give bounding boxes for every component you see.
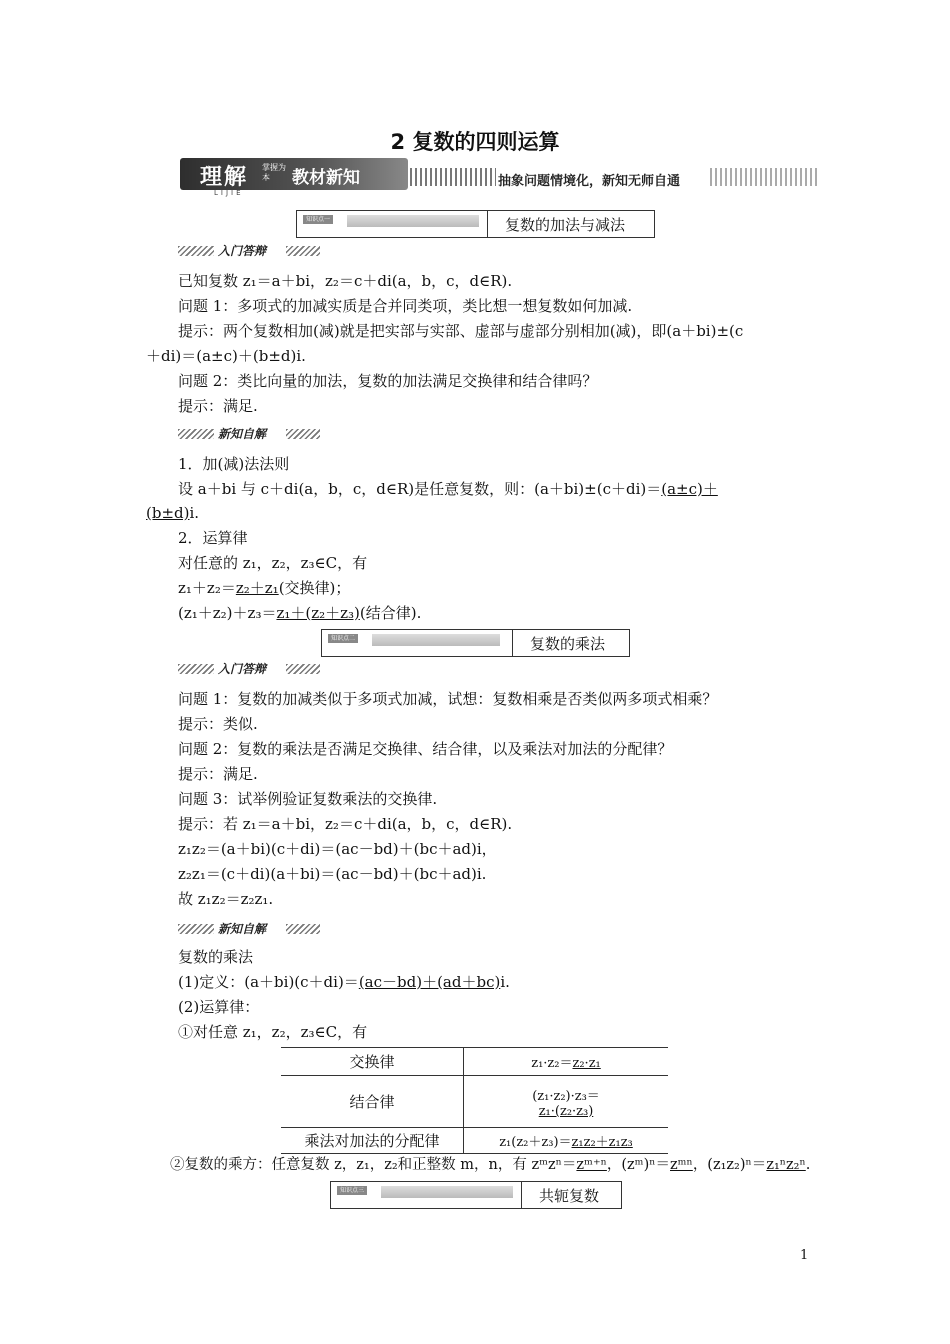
banner-dark-block bbox=[180, 158, 408, 190]
formula-text: z₁(z₂＋z₃)＝ bbox=[499, 1135, 572, 1150]
text-span: ，(zᵐ)ⁿ＝ bbox=[606, 1157, 670, 1173]
banner-big-text: 理解 bbox=[200, 165, 249, 190]
answer-blank: zᵐ⁺ⁿ bbox=[576, 1157, 607, 1173]
section-label: 入门答辩 bbox=[218, 244, 267, 258]
banner-stripes-right bbox=[710, 168, 820, 186]
knowledge-title: 复数的乘法 bbox=[530, 635, 606, 653]
text-line: 提示：两个复数相加(减)就是把实部与实部、虚部与虚部分别相加(减)，即(a＋bi)±(c bbox=[178, 322, 744, 340]
text-line: 问题 3：试举例验证复数乘法的交换律. bbox=[178, 790, 438, 808]
knowledge-tag: 知识点一 bbox=[303, 215, 333, 224]
text-span: . bbox=[805, 1157, 811, 1173]
text-span: (交换律)； bbox=[278, 579, 351, 597]
section-label: 新知自解 bbox=[218, 922, 267, 936]
text-line: 问题 2：类比向量的加法，复数的加法满足交换律和结合律吗？ bbox=[178, 372, 598, 390]
text-span: (1)定义：(a＋bi)(c＋di)＝ bbox=[178, 973, 359, 991]
knowledge-bar bbox=[372, 634, 500, 646]
text-line bbox=[178, 603, 421, 623]
law-name: 交换律 bbox=[281, 1048, 464, 1076]
text-span: ②复数的乘方：任意复数 z，z₁，z₂和正整数 m，n，有 zᵐzⁿ＝ bbox=[170, 1157, 577, 1173]
text-span: z₁＋z₂＝ bbox=[178, 579, 236, 597]
text-span: i. bbox=[500, 973, 510, 991]
banner-slogan: 抽象问题情境化，新知无师自通 bbox=[498, 174, 681, 189]
page-title: 2 复数的四则运算 bbox=[390, 130, 560, 154]
table-row bbox=[281, 1128, 668, 1154]
section-banner bbox=[180, 158, 820, 197]
knowledge-divider bbox=[487, 211, 488, 237]
answer-blank: z₂·z₁ bbox=[572, 1056, 601, 1071]
text-span: ，(z₁z₂)ⁿ＝ bbox=[692, 1157, 767, 1173]
table-row bbox=[281, 1048, 668, 1076]
knowledge-bar bbox=[347, 215, 479, 227]
text-line: 1．加(减)法法则 bbox=[178, 455, 290, 473]
text-line: 2．运算律 bbox=[178, 529, 248, 547]
text-line bbox=[178, 479, 718, 499]
answer-blank: z₁＋(z₂＋z₃) bbox=[276, 604, 360, 622]
text-line bbox=[178, 972, 510, 992]
law-formula bbox=[464, 1048, 669, 1076]
law-formula bbox=[464, 1076, 669, 1128]
text-line: 对任意的 z₁，z₂，z₃∈C，有 bbox=[178, 554, 368, 572]
text-line: 已知复数 z₁＝a＋bi，z₂＝c＋di(a，b，c，d∈R). bbox=[178, 272, 513, 290]
knowledge-bar bbox=[381, 1186, 513, 1198]
section-label: 入门答辩 bbox=[218, 662, 267, 676]
knowledge-box-3 bbox=[330, 1181, 622, 1209]
marker-hatch bbox=[178, 924, 214, 934]
marker-hatch bbox=[286, 429, 320, 439]
formula-text: z₁·z₂＝ bbox=[531, 1056, 573, 1071]
text-line bbox=[170, 1155, 810, 1175]
text-span: (结合律). bbox=[359, 604, 422, 622]
text-span: 设 a＋bi 与 c＋di(a，b，c，d∈R)是任意复数，则：(a＋bi)±(c＋di)＝ bbox=[178, 480, 662, 498]
knowledge-tag: 知识点三 bbox=[337, 1186, 367, 1195]
law-name: 乘法对加法的分配律 bbox=[281, 1128, 464, 1154]
answer-blank: (a±c)＋ bbox=[661, 480, 718, 498]
knowledge-box-1 bbox=[296, 210, 655, 238]
marker-hatch bbox=[286, 924, 320, 934]
text-line: 故 z₁z₂＝z₂z₁. bbox=[178, 890, 274, 908]
text-line: 问题 2：复数的乘法是否满足交换律、结合律，以及乘法对加法的分配律？ bbox=[178, 740, 673, 758]
text-line bbox=[146, 503, 199, 523]
text-line: 提示：类似. bbox=[178, 715, 258, 733]
text-span: (z₁＋z₂)＋z₃＝ bbox=[178, 604, 277, 622]
marker-hatch bbox=[178, 246, 214, 256]
text-span: i. bbox=[189, 504, 200, 522]
knowledge-divider bbox=[512, 630, 513, 656]
banner-mid-text: 教材新知 bbox=[292, 168, 360, 188]
text-line: ①对任意 z₁，z₂，z₃∈C，有 bbox=[178, 1023, 368, 1041]
marker-hatch bbox=[286, 246, 320, 256]
formula-text: (z₁·z₂)·z₃＝ bbox=[532, 1088, 600, 1104]
marker-hatch bbox=[178, 664, 214, 674]
text-line: z₁z₂＝(a＋bi)(c＋di)＝(ac－bd)＋(bc＋ad)i， bbox=[178, 840, 497, 858]
answer-blank: z₁ⁿz₂ⁿ bbox=[766, 1157, 806, 1173]
banner-pinyin: LIJIE bbox=[214, 189, 244, 197]
text-line: 复数的乘法 bbox=[178, 948, 254, 966]
answer-blank: (ac－bd)＋(ad＋bc) bbox=[358, 973, 501, 991]
answer-blank: (b±d) bbox=[146, 504, 190, 522]
text-line: (2)运算律： bbox=[178, 998, 260, 1016]
text-line: ＋di)＝(a±c)＋(b±d)i. bbox=[146, 347, 306, 365]
knowledge-tag: 知识点二 bbox=[328, 634, 358, 643]
section-label: 新知自解 bbox=[218, 427, 267, 441]
knowledge-title: 复数的加法与减法 bbox=[505, 216, 626, 234]
knowledge-divider bbox=[521, 1182, 522, 1208]
law-formula bbox=[464, 1128, 669, 1154]
text-line bbox=[178, 578, 350, 598]
banner-small-text: 掌握为本 bbox=[262, 163, 286, 182]
law-name: 结合律 bbox=[281, 1076, 464, 1128]
table-row bbox=[281, 1076, 668, 1128]
text-line: 提示：满足. bbox=[178, 765, 258, 783]
banner-stripes bbox=[410, 168, 496, 186]
answer-blank: zᵐⁿ bbox=[670, 1157, 693, 1173]
text-line: 提示：满足. bbox=[178, 397, 258, 415]
answer-blank: z₁z₂＋z₁z₃ bbox=[571, 1135, 633, 1150]
answer-blank: z₂＋z₁ bbox=[235, 579, 279, 597]
page-number: 1 bbox=[800, 1248, 809, 1263]
marker-hatch bbox=[178, 429, 214, 439]
knowledge-box-2 bbox=[321, 629, 630, 657]
knowledge-title: 共轭复数 bbox=[539, 1187, 600, 1205]
text-line: 问题 1：多项式的加减实质是合并同类项，类比想一想复数如何加减. bbox=[178, 297, 633, 315]
answer-blank: z₁·(z₂·z₃) bbox=[538, 1103, 594, 1119]
text-line: z₂z₁＝(c＋di)(a＋bi)＝(ac－bd)＋(bc＋ad)i. bbox=[178, 865, 487, 883]
text-line: 提示：若 z₁＝a＋bi，z₂＝c＋di(a，b，c，d∈R). bbox=[178, 815, 513, 833]
text-line: 问题 1：复数的加减类似于多项式加减，试想：复数相乘是否类似两多项式相乘？ bbox=[178, 690, 718, 708]
multiplication-laws-table bbox=[281, 1047, 668, 1154]
marker-hatch bbox=[286, 664, 320, 674]
